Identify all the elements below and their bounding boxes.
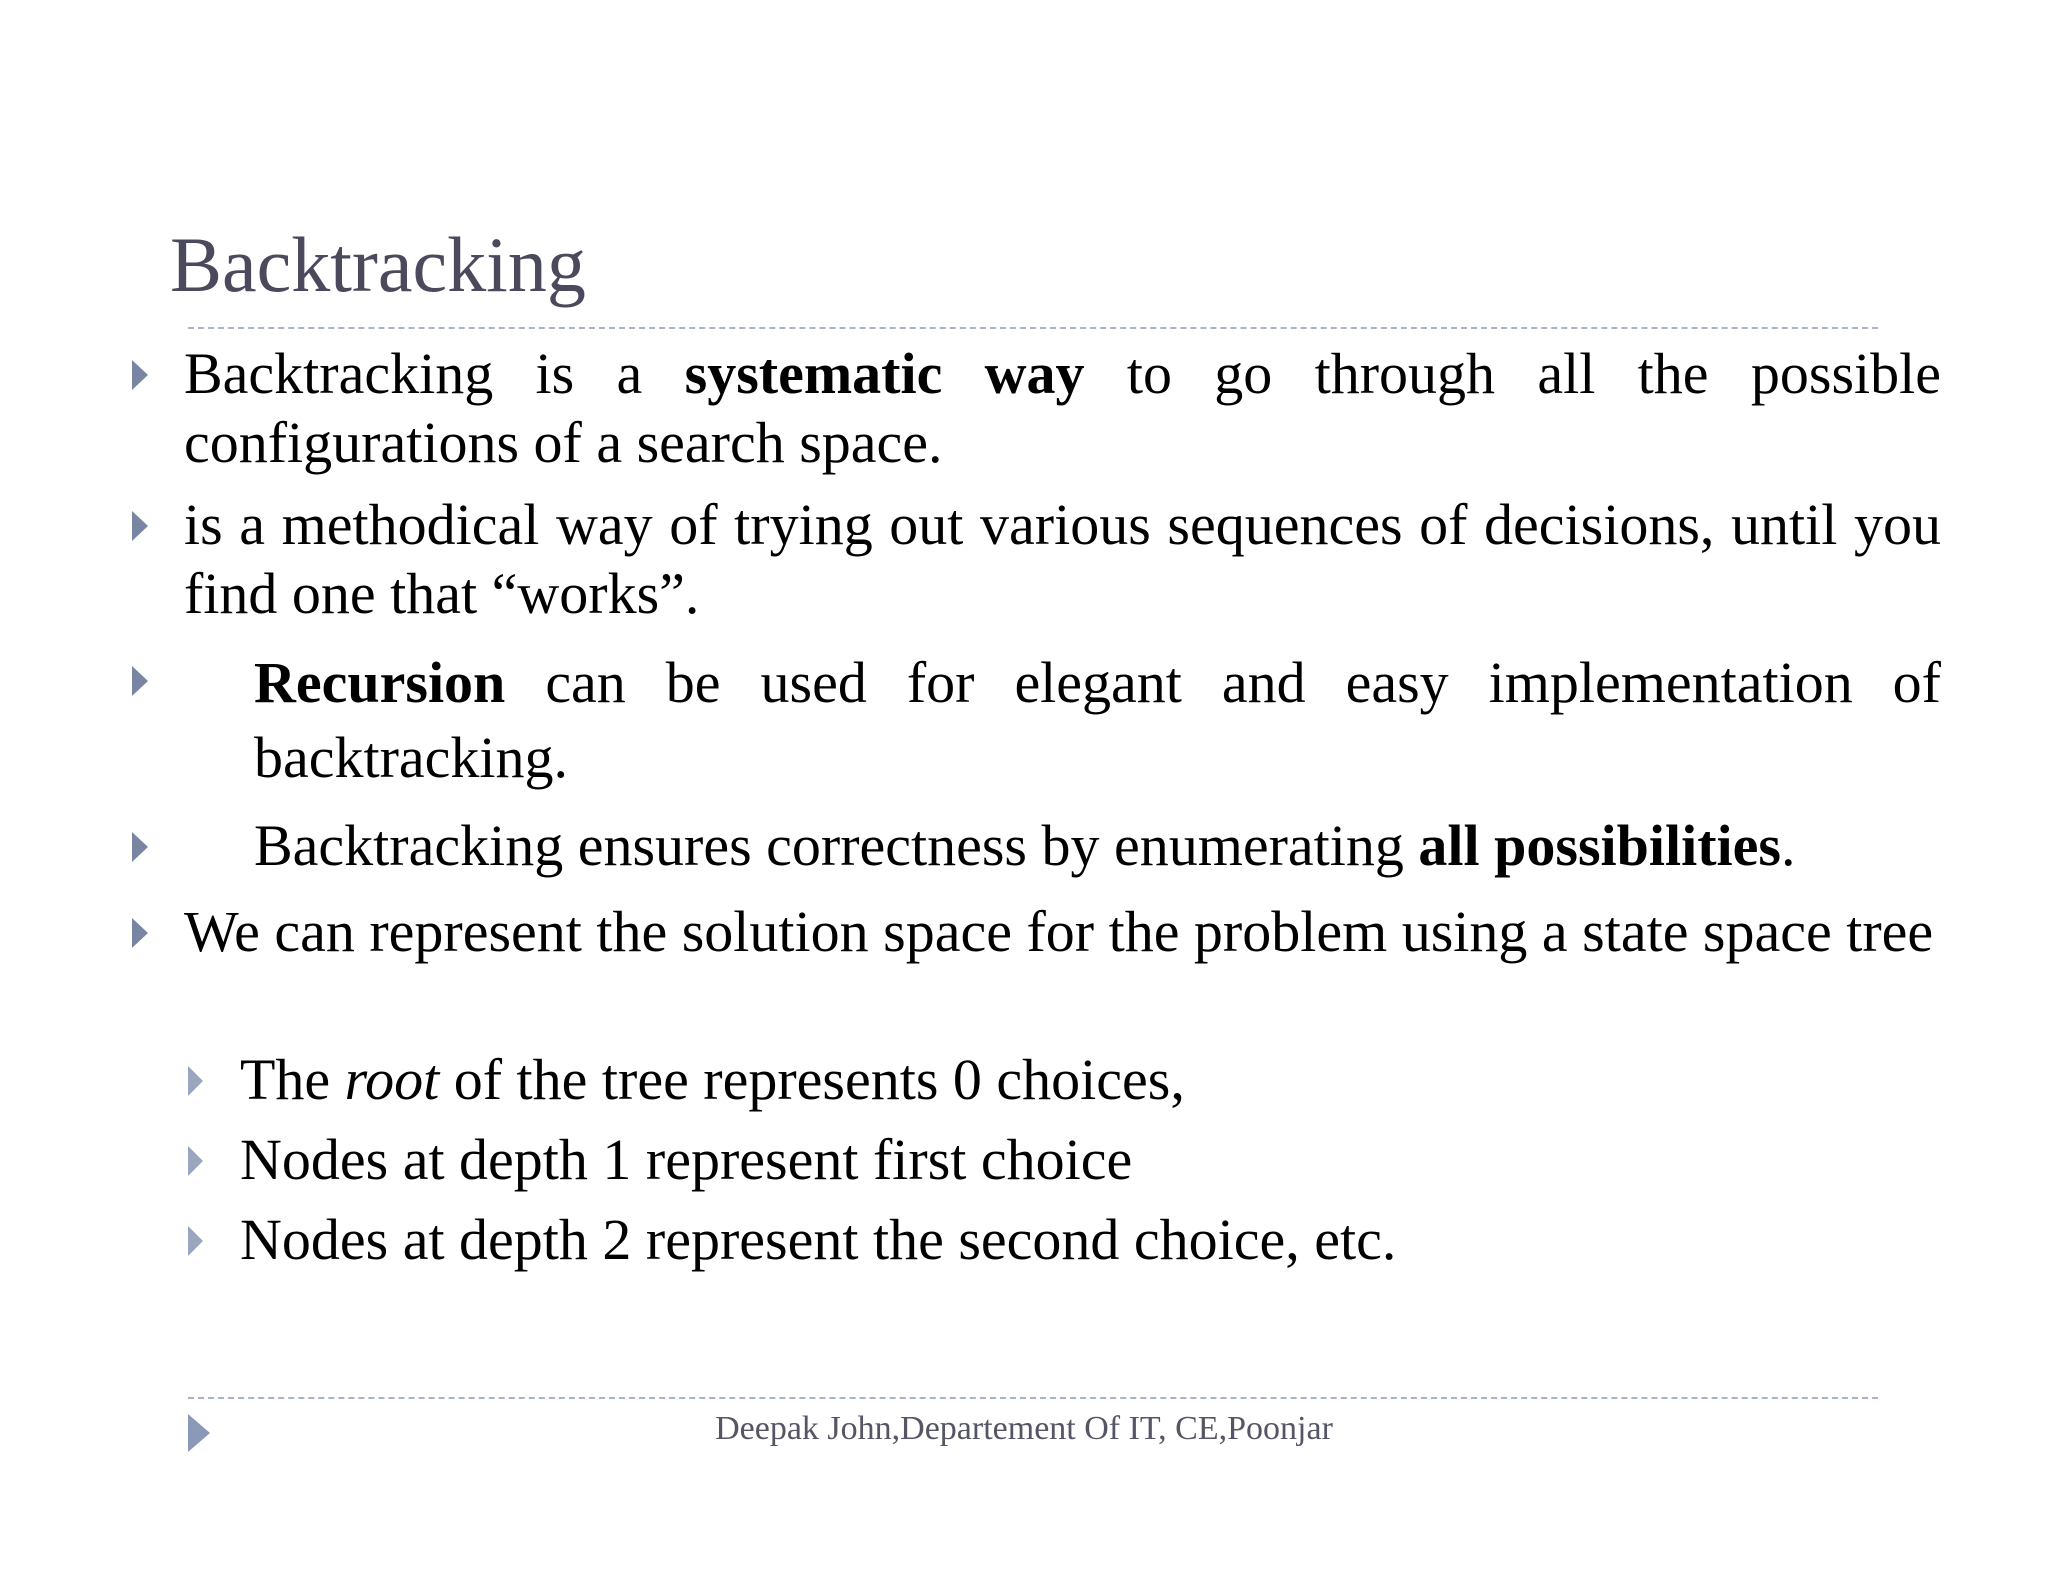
bullet-item-1 bbox=[184, 339, 1941, 477]
bullet-text: We can represent the solution space for the problem using a state space tree bbox=[184, 899, 1934, 964]
bullet-item-5 bbox=[184, 897, 1941, 966]
bullet-arrow-icon bbox=[132, 666, 148, 696]
sub-bullet-text: Nodes at depth 2 represent the second choice, etc. bbox=[240, 1207, 1397, 1272]
bullet-item-4 bbox=[254, 811, 1941, 880]
bullet-arrow-icon bbox=[132, 511, 148, 541]
sub-bullet-text: of the tree represents 0 choices, bbox=[439, 1047, 1185, 1112]
sub-bullet-text: Nodes at depth 1 represent first choice bbox=[240, 1127, 1133, 1192]
bullet-text: . bbox=[1780, 813, 1796, 878]
sub-bullet-arrow-icon bbox=[188, 1146, 203, 1176]
footer-divider bbox=[188, 1397, 1878, 1399]
sub-bullet-emphasis: root bbox=[344, 1047, 440, 1112]
sub-bullet-item-3 bbox=[240, 1205, 1941, 1274]
bullet-emphasis: Recursion bbox=[254, 650, 506, 715]
sub-bullet-text: The bbox=[240, 1047, 345, 1112]
bullet-emphasis: systematic way bbox=[684, 341, 1085, 406]
bullet-text: to go through all the possible configurations of a search space. bbox=[184, 341, 1941, 475]
bullet-arrow-icon bbox=[132, 360, 148, 390]
bullet-text: can be used for elegant and easy implementation of backtracking. bbox=[254, 650, 1941, 790]
slide-footer: Deepak John,Departement Of IT, CE,Poonjar bbox=[715, 1410, 1333, 1447]
bullet-text: Backtracking is a bbox=[184, 341, 685, 406]
sub-bullet-arrow-icon bbox=[188, 1226, 203, 1256]
sub-bullet-item-1 bbox=[240, 1045, 1941, 1114]
sub-bullet-item-2 bbox=[240, 1125, 1941, 1194]
bullet-item-3 bbox=[254, 645, 1941, 795]
bullet-arrow-icon bbox=[132, 918, 148, 948]
bullet-text: is a methodical way of trying out various sequences of decisions, until you find one that “works”. bbox=[184, 492, 1941, 626]
bullet-text: Backtracking ensures correctness by enumerating bbox=[254, 813, 1419, 878]
slide-title: Backtracking bbox=[170, 221, 586, 308]
sub-bullet-arrow-icon bbox=[188, 1066, 203, 1096]
title-divider bbox=[188, 327, 1878, 329]
bullet-item-2 bbox=[184, 490, 1941, 628]
bullet-arrow-icon bbox=[132, 832, 148, 862]
bullet-emphasis: all possibilities bbox=[1418, 813, 1781, 878]
